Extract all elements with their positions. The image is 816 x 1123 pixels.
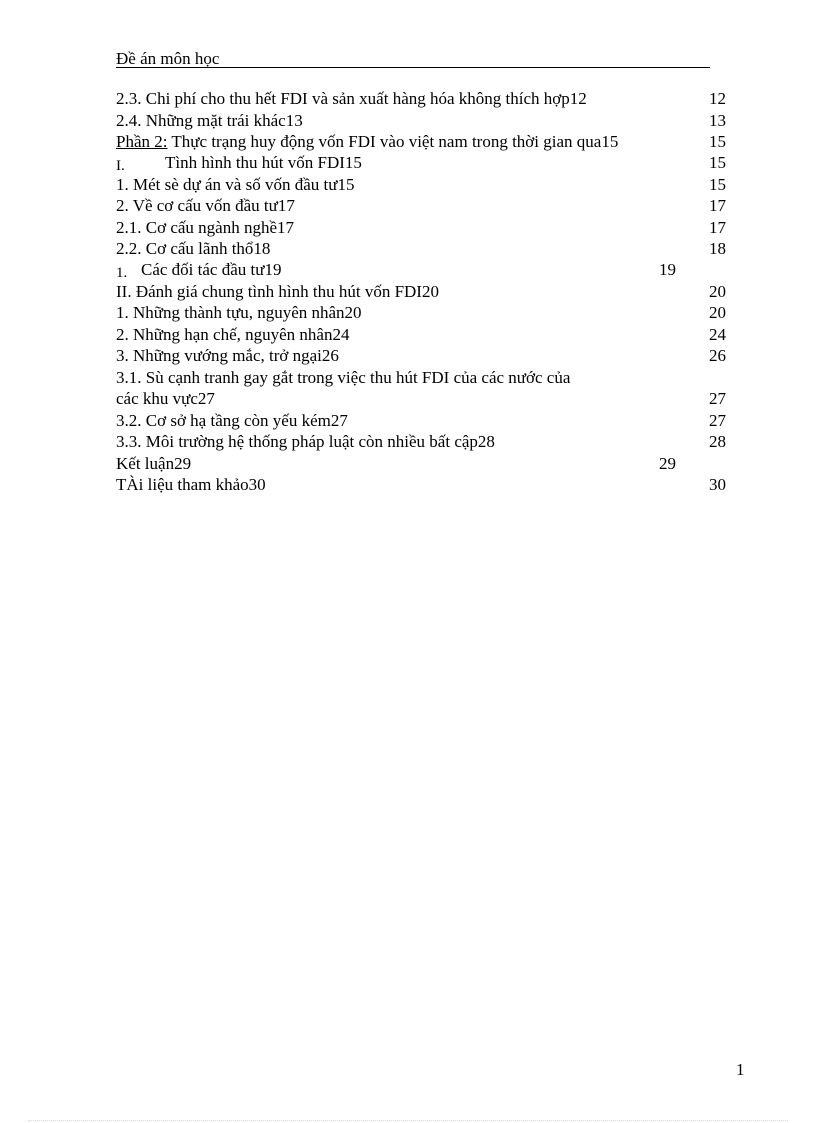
toc-page-part-2: 15 (709, 132, 726, 151)
toc-page-2-2: 18 (709, 239, 726, 258)
toc-entry-2-4: 2.4. Những mặt trái khác13 (116, 111, 303, 130)
toc-page-ii: 20 (709, 282, 726, 301)
toc-roman-i: I. (116, 158, 125, 174)
toc-page-partners: 19 (659, 260, 676, 279)
toc-entry-i: Tình hình thu hút vốn FDI15 (165, 153, 362, 172)
toc-page-ii-1: 20 (709, 303, 726, 322)
toc-page-3-1: 27 (709, 389, 726, 408)
toc-page-2-4: 13 (709, 111, 726, 130)
part-label: Phần 2: (116, 132, 168, 151)
page-number: 1 (736, 1060, 745, 1079)
toc-page-1: 15 (709, 175, 726, 194)
toc-entry-2: 2. Về cơ cấu vốn đầu tư17 (116, 196, 295, 215)
toc-entry-1: 1. Mét sè dự án và số vốn đầu tư15 (116, 175, 355, 194)
toc-entry-conclusion: Kết luận29 (116, 454, 192, 473)
toc-page-references: 30 (709, 475, 726, 494)
toc-entry-part-2 (116, 132, 618, 152)
toc-entry-references: TÀi liệu tham khảo30 (116, 475, 266, 494)
toc-entry-3-1-cont: các khu vực27 (116, 389, 215, 408)
toc-entry-3-2: 3.2. Cơ sở hạ tầng còn yếu kém27 (116, 411, 348, 430)
toc-entry-ii: II. Đánh giá chung tình hình thu hút vốn FDI20 (116, 282, 439, 301)
toc-entry-2-2: 2.2. Cơ cấu lãnh thổ18 (116, 239, 271, 258)
toc-entry-ii-3: 3. Những vướng mắc, trở ngại26 (116, 346, 339, 365)
toc-page-ii-2: 24 (709, 325, 726, 344)
toc-number-1: 1. (116, 265, 128, 281)
toc-page-2: 17 (709, 196, 726, 215)
page-bottom-divider (28, 1120, 788, 1121)
toc-page-i: 15 (709, 153, 726, 172)
toc-page-conclusion: 29 (659, 454, 676, 473)
toc-page-3-3: 28 (709, 432, 726, 451)
toc-page-ii-3: 26 (709, 346, 726, 365)
toc-entry-2-3: 2.3. Chi phí cho thu hết FDI và sản xuất hàng hóa không thích hợp12 (116, 89, 587, 108)
toc-page-3-2: 27 (709, 411, 726, 430)
toc-entry-2-1: 2.1. Cơ cấu ngành nghề17 (116, 218, 295, 237)
document-header: Đề án môn học (116, 50, 710, 68)
toc-page-2-1: 17 (709, 218, 726, 237)
part-title: Thực trạng huy động vốn FDI vào việt nam trong thời gian qua15 (167, 132, 619, 151)
toc-entry-3-1: 3.1. Sù cạnh tranh gay gắt trong việc thu hút FDI của các nước của (116, 368, 571, 387)
toc-entry-ii-1: 1. Những thành tựu, nguyên nhân20 (116, 303, 362, 322)
toc-entry-partners: Các đối tác đầu tư19 (141, 260, 282, 279)
toc-entry-ii-2: 2. Những hạn chế, nguyên nhân24 (116, 325, 350, 344)
toc-page-2-3: 12 (709, 89, 726, 108)
toc-entry-3-3: 3.3. Môi trường hệ thống pháp luật còn nhiều bất cập28 (116, 432, 495, 451)
